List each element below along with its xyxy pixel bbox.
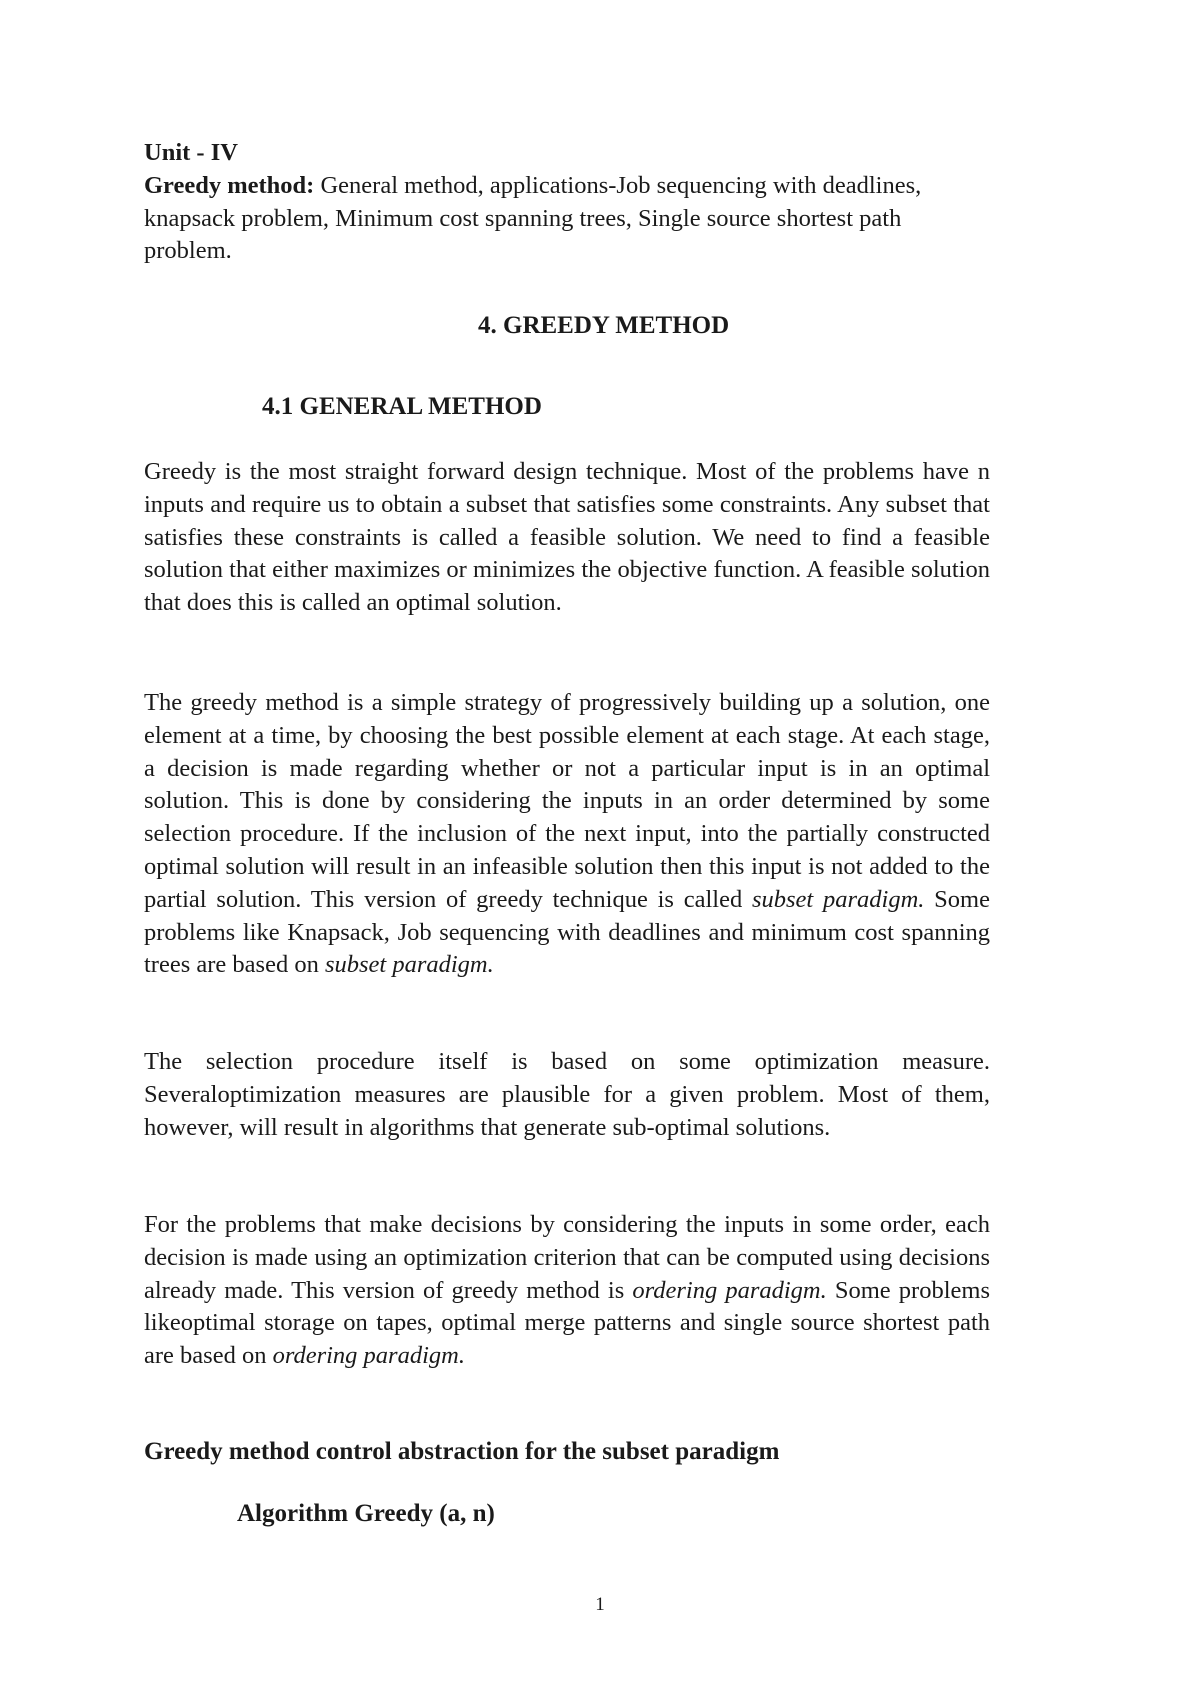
paragraph-4-text-a: For the problems that make decisions by considering the inputs in some order, each decision is made using an optimization criterion that can be computed using decisions already made. This version of greedy method is (144, 1211, 990, 1304)
unit-title: Unit - IV (144, 139, 238, 166)
paragraph-2 (144, 687, 990, 982)
paragraph-4-emphasis-2: ordering paradigm. (272, 1342, 465, 1370)
unit-syllabus-text: General method, applications-Job sequencing with deadlines, knapsack problem, Minimum cost spanning trees, Single source shortest path problem. (144, 171, 922, 265)
paragraph-1: Greedy is the most straight forward design technique. Most of the problems have n inputs and require us to obtain a subset that satisfies some constraints. Any subset that satisfies these constraints is called a feasible solution. We need to find a feasible solution that either maximizes or minimizes the objective function. A feasible solution that does this is called an optimal solution. (144, 458, 990, 617)
paragraph-2-emphasis-1: subset paradigm. (751, 885, 925, 913)
chapter-title: 4. GREEDY METHOD (478, 312, 730, 339)
paragraph-4-emphasis-1: ordering paradigm. (632, 1276, 827, 1304)
paragraph-2-text-a: The greedy method is a simple strategy of progressively building up a solution, one element at a time, by choosing the best possible element at each stage. At each stage, a decision is made regarding whether or not a particular input is in an optimal solution. This is done by considering the inputs in an order determined by some selection procedure. If the inclusion of the next input, into the partially constructed optimal solution will result in an infeasible solution then this input is not added to the partial solution. This version of greedy technique is called (144, 689, 990, 913)
algorithm-signature: Algorithm Greedy (a, n) (237, 1500, 495, 1527)
paragraph-4-text-b: Some problems likeoptimal storage on tapes, optimal merge patterns and single source shortest path are based on (144, 1276, 990, 1370)
paragraph-2-emphasis-2: subset paradigm. (324, 951, 494, 979)
paragraph-4 (144, 1209, 990, 1373)
unit-header (144, 137, 990, 268)
page-number: 1 (595, 1594, 605, 1615)
paragraph-3: The selection procedure itself is based on some optimization measure. Severaloptimization measures are plausible for a given problem. Most of them, however, will result in algorithms that generate sub-optimal solutions. (144, 1048, 990, 1141)
paragraph-2-text-b: Some problems like Knapsack, Job sequencing with deadlines and minimum cost spanning trees are based on (144, 885, 990, 979)
unit-syllabus (144, 170, 990, 268)
control-abstraction-heading: Greedy method control abstraction for the subset paradigm (144, 1438, 780, 1465)
section-title: 4.1 GENERAL METHOD (262, 393, 542, 420)
unit-syllabus-label: Greedy method: (144, 171, 315, 199)
